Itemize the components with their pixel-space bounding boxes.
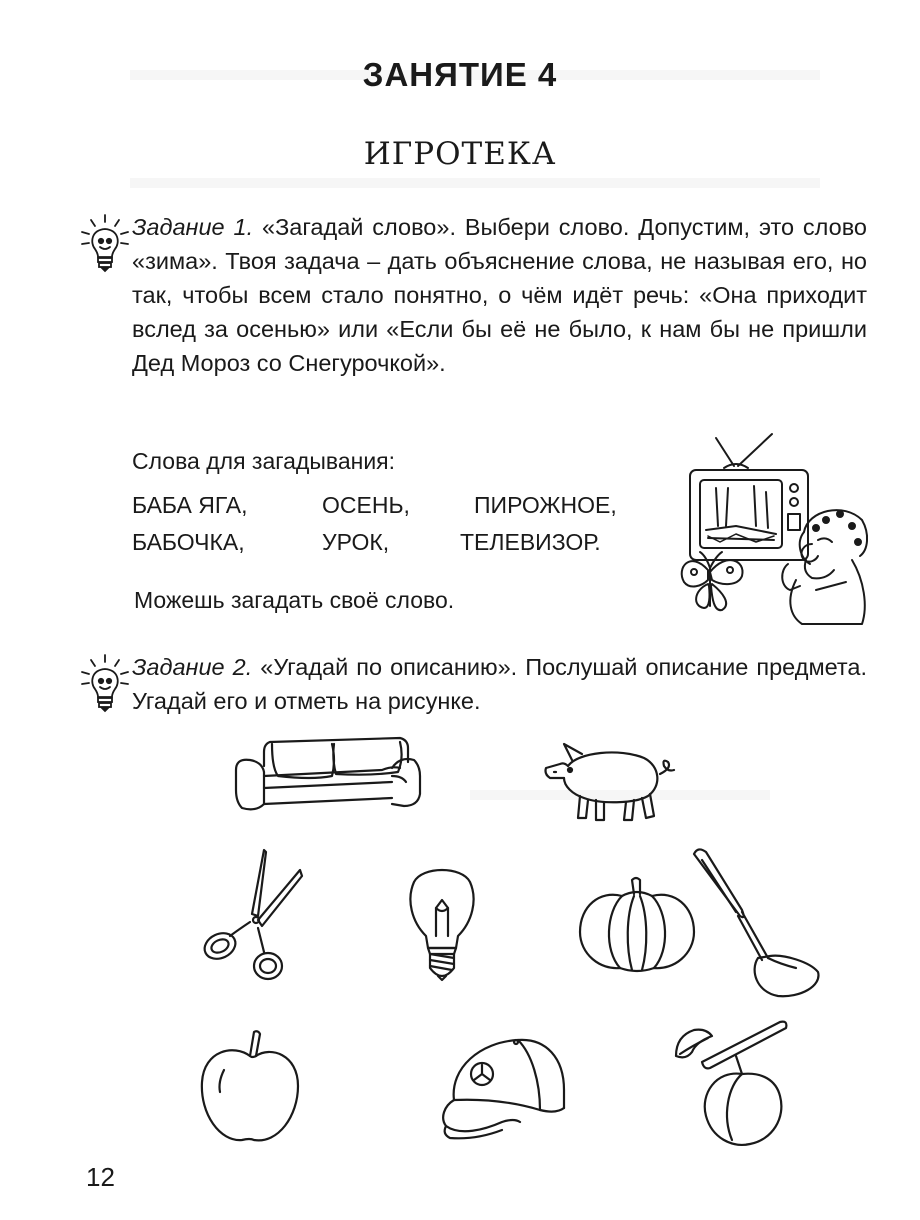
task-1 (132, 210, 867, 380)
task-1-label: Задание 1. (132, 214, 254, 240)
section-title: ИГРОТЕКА (363, 136, 557, 172)
tv-butterfly-babayaga-illustration (676, 430, 872, 626)
task-2 (132, 650, 867, 718)
task-2-label: Задание 2. (132, 654, 253, 680)
page-number: 12 (86, 1162, 115, 1192)
plum-picture (672, 1016, 792, 1150)
lesson-title: ЗАНЯТИЕ 4 (362, 56, 558, 93)
task-1-text: «Загадай слово». Выбери слово. Допустим, это слово «зима». Твоя задача – дать объяснение слова, не называя его, но так, чтобы всем стало понятно, о чём идёт речь: «Она приходит вслед за осенью» или «Если бы её не было, к нам бы не пришли Дед Мороз со Снегурочкой». (132, 214, 867, 376)
word-urok: УРОК, (322, 529, 390, 555)
bleed-through (130, 178, 820, 188)
word-osen: ОСЕНЬ, (322, 492, 410, 518)
lightbulb-task-icon (78, 213, 132, 273)
own-word-hint: Можешь загадать своё слово. (134, 587, 455, 613)
lightbulb-task-icon (78, 653, 132, 713)
word-pirozhnoe: ПИРОЖНОЕ, (474, 492, 617, 518)
word-televizor: ТЕЛЕВИЗОР. (460, 529, 601, 555)
words-intro: Слова для загадывания: (132, 448, 396, 474)
baba-yaga-drawing (782, 510, 867, 624)
pumpkin-picture (576, 876, 698, 974)
task-2-text: «Угадай по описанию». Послушай описание предмета. Угадай его и отметь на рисунке. (132, 654, 867, 714)
word-baba-yaga: БАБА ЯГА, (132, 492, 248, 518)
word-babochka: БАБОЧКА, (132, 529, 245, 555)
apple-picture (198, 1030, 302, 1144)
ladle-picture (690, 846, 822, 998)
light-bulb-picture (406, 862, 478, 982)
sofa-picture (232, 736, 422, 814)
pig-picture (542, 742, 674, 824)
scissors-picture (200, 848, 304, 982)
cap-picture (440, 1034, 568, 1142)
